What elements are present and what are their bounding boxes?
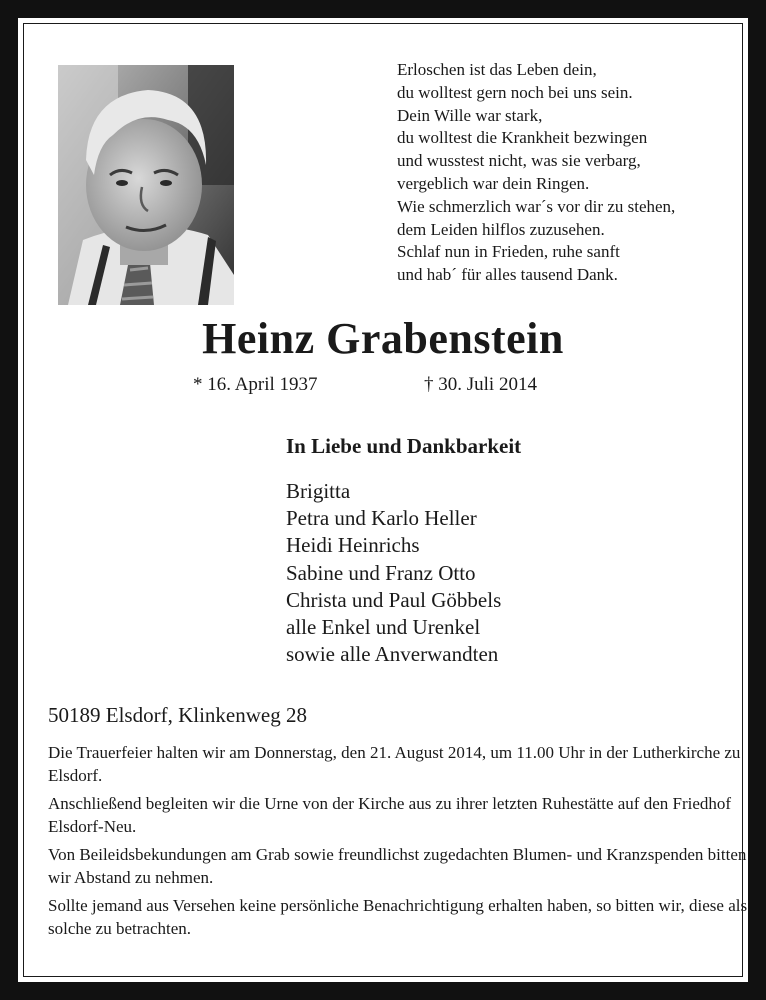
poem-line: Schlaf nun in Frieden, ruhe sanft: [397, 242, 620, 262]
poem-line: vergeblich war dein Ringen.: [397, 173, 590, 193]
portrait-photo: [58, 65, 234, 305]
family-member: Christa und Paul Göbbels: [286, 587, 502, 612]
family-member: Heidi Heinrichs: [286, 533, 420, 558]
family-member: sowie alle Anverwandten: [286, 642, 499, 667]
poem-line: und wusstest nicht, was sie verbarg,: [397, 151, 641, 171]
info-paragraph: Sollte jemand aus Versehen keine persönliche Benachrichtigung erhalten haben, so bitten wir, diese als solche zu betrachten.: [48, 896, 748, 938]
poem-line: Wie schmerzlich war´s vor dir zu stehen,: [397, 196, 676, 216]
family-member: alle Enkel und Urenkel: [286, 615, 481, 640]
family-member: Sabine und Franz Otto: [286, 560, 476, 585]
poem-line: Dein Wille war stark,: [397, 105, 543, 125]
info-paragraph: Anschließend begleiten wir die Urne von der Kirche aus zu ihrer letzten Ruhestätte auf den Friedhof Elsdorf-Neu.: [48, 794, 732, 836]
family-list: [286, 478, 501, 668]
birth-date: * 16. April 1937: [193, 374, 318, 395]
info-paragraph: Von Beileidsbekundungen am Grab sowie freundlichst zugedachten Blumen- und Kranzspenden bitten wir Abstand zu nehmen.: [48, 845, 747, 887]
death-date: † 30. Juli 2014: [424, 374, 537, 395]
address: 50189 Elsdorf, Klinkenweg 28: [48, 703, 307, 727]
memorial-poem: [397, 59, 737, 287]
dedication-heading: In Liebe und Dankbarkeit: [286, 434, 522, 458]
poem-line: du wolltest die Krankheit bezwingen: [397, 128, 648, 148]
poem-line: und hab´ für alles tausend Dank.: [397, 265, 618, 285]
poem-line: Erloschen ist das Leben dein,: [397, 60, 597, 79]
info-paragraph: Die Trauerfeier halten wir am Donnerstag, den 21. August 2014, um 11.00 Uhr in der Lutherkirche zu Elsdorf.: [48, 743, 741, 785]
family-member: Brigitta: [286, 479, 351, 503]
funeral-information: [48, 742, 748, 946]
poem-line: du wolltest gern noch bei uns sein.: [397, 82, 633, 102]
deceased-name: Heinz Grabenstein: [202, 314, 564, 363]
poem-line: dem Leiden hilflos zuzusehen.: [397, 219, 605, 239]
family-member: Petra und Karlo Heller: [286, 506, 477, 531]
